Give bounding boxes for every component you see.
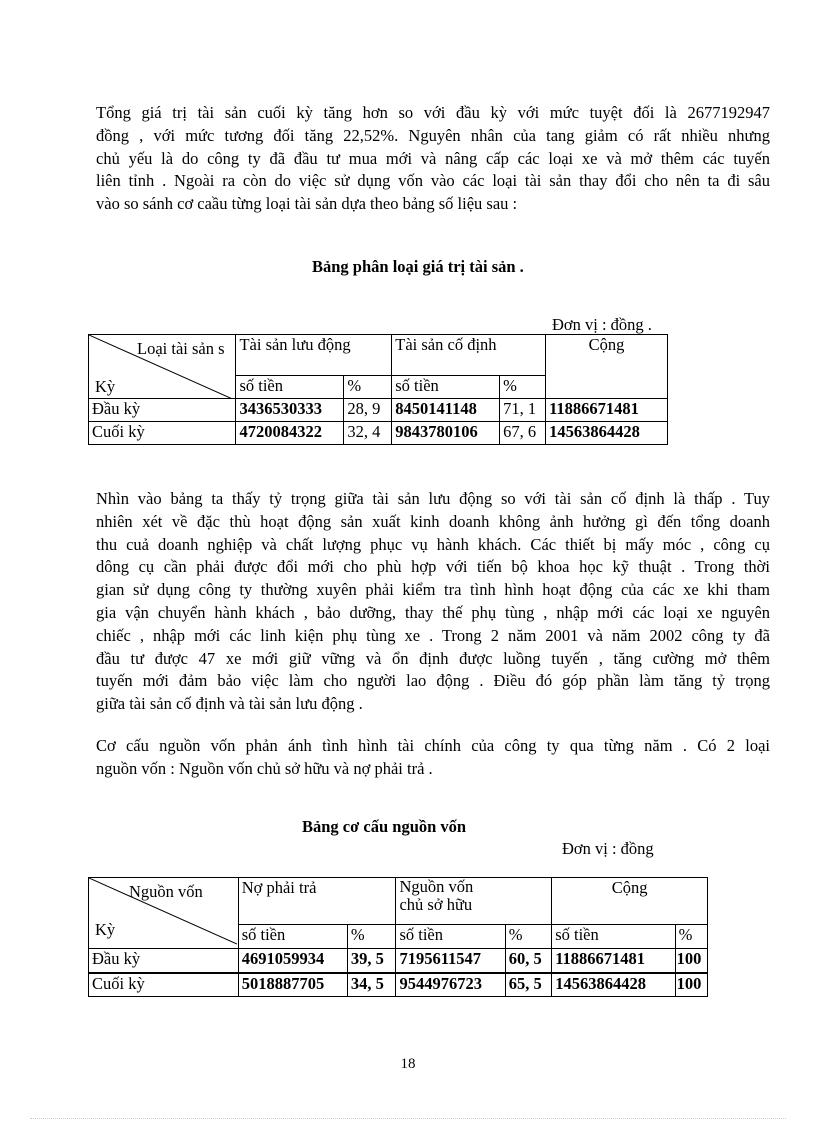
table-row — [89, 973, 708, 997]
text-line: giữa tài sản cố định và tài sản lưu động . — [96, 694, 363, 714]
table-row — [89, 949, 708, 973]
subheader-percent: % — [347, 924, 396, 948]
subheader-amount: số tiền — [238, 924, 347, 948]
subheader-amount: số tiền — [396, 924, 505, 948]
table1-corner-cell — [89, 335, 236, 399]
header-fixed-assets: Tài sản cố định — [392, 335, 546, 376]
text-line: gia vận chuyển hành khách , bảo dưỡng, thay thế phụ tùng , nhập mới các loại xe nguyên — [96, 602, 770, 622]
text-line: vào so sánh cơ caầu từng loại tài sản dựa theo bảng số liệu sau : — [96, 194, 518, 214]
text-line: nhiên xét về đặc thù hoạt động sản xuất kinh doanh không ảnh hưởng gì đến tổng doanh — [96, 511, 770, 531]
cell-total: 14563864428 — [546, 422, 668, 445]
page-bottom-rule — [30, 1118, 786, 1119]
cell-percent: 32, 4 — [344, 422, 392, 445]
table2-unit: Đơn vị : đồng — [562, 839, 654, 858]
table-row — [89, 422, 668, 445]
table-row — [89, 399, 668, 422]
header-equity — [396, 878, 552, 925]
cell-total-percent: 100 — [675, 949, 707, 973]
page-number: 18 — [400, 1056, 416, 1072]
paragraph-analysis — [96, 488, 770, 716]
table2-corner-bottom: Kỳ — [95, 920, 116, 939]
row-label: Cuối kỳ — [89, 973, 239, 997]
table2-title: Bảng cơ cấu nguồn vốn — [302, 817, 467, 836]
header-equity-line2: chủ sở hữu — [399, 895, 473, 914]
cell-amount: 4720084322 — [236, 422, 344, 445]
text-line: gian sử dụng công ty thường xuyên phải kiểm tra tình hình hoạt động của các xe khi tham — [96, 580, 770, 600]
text-line: thu cuả doanh nghiệp và chất lượng phục vụ hành khách. Các thiết bị mấy móc , công cụ — [96, 534, 770, 554]
subheader-percent: % — [505, 924, 552, 948]
cell-percent: 28, 9 — [344, 399, 392, 422]
subheader-percent: % — [675, 924, 707, 948]
text-line: đầu tư được 47 xe mới giữ vững và ổn định được luồng tuyến , tăng cường mở thêm — [96, 648, 770, 668]
text-line: Cơ cấu nguồn vốn phản ánh tình hình tài chính của công ty qua từng năm . Có 2 loại — [96, 736, 770, 755]
cell-amount: 4691059934 — [238, 949, 347, 973]
cell-amount: 5018887705 — [238, 973, 347, 997]
row-label: Đầu kỳ — [89, 949, 239, 973]
cell-amount: 9544976723 — [396, 973, 505, 997]
subheader-percent: % — [344, 375, 392, 398]
cell-total-percent: 100 — [675, 973, 707, 997]
text-line: Tổng giá trị tài sản cuối kỳ tăng hơn so với đầu kỳ với mức tuyệt đối là 2677192947 — [96, 103, 770, 122]
text-line: dông cụ cần phải được đổi mới cho phù hợp với tiến bộ khoa học kỹ thuật . Trong thời — [96, 557, 770, 577]
cell-percent: 67, 6 — [500, 422, 546, 445]
cell-percent: 71, 1 — [500, 399, 546, 422]
cell-percent: 65, 5 — [505, 973, 552, 997]
subheader-amount: số tiền — [392, 375, 500, 398]
cell-amount: 9843780106 — [392, 422, 500, 445]
row-label: Đầu kỳ — [89, 399, 236, 422]
text-line: đồng , với mức tương đối tăng 22,52%. Nguyên nhân của tang giảm có rất nhiều nhưng — [96, 125, 770, 145]
cell-percent: 60, 5 — [505, 949, 552, 973]
table1-unit: Đơn vị : đồng . — [552, 315, 652, 334]
header-liabilities: Nợ phải trả — [238, 878, 396, 925]
text-line: chủ yếu là do công ty đã đầu tư mua mới và nâng cấp các loại xe và mở thêm các tuyến — [96, 148, 770, 168]
text-line: Nhìn vào bảng ta thấy tỷ trọng giữa tài sản lưu động so với tài sản cố định là thấp . Tuy — [96, 489, 770, 508]
text-line: liên tỉnh . Ngoài ra còn do việc sử dụng vốn vào các loại tài sản thay đổi cho nên ta đi sâu — [96, 171, 770, 191]
paragraph-capital — [96, 735, 770, 781]
capital-structure-table — [88, 877, 708, 997]
subheader-amount: số tiền — [552, 924, 675, 948]
cell-total: 11886671481 — [546, 399, 668, 422]
cell-amount: 8450141148 — [392, 399, 500, 422]
text-line: tuyến mới đảm bảo việc làm cho người lao động . Điều đó góp phần làm tăng tỷ trọng — [96, 671, 770, 691]
asset-classification-table — [88, 334, 668, 445]
table1-corner-bottom: Kỳ — [95, 377, 116, 396]
row-label: Cuối kỳ — [89, 422, 236, 445]
header-current-assets: Tài sản lưu động — [236, 335, 392, 376]
text-line: nguồn vốn : Nguồn vốn chủ sở hữu và nợ phải trả . — [96, 758, 433, 778]
cell-total: 11886671481 — [552, 949, 675, 973]
header-total: Cộng — [552, 878, 708, 925]
cell-amount: 7195611547 — [396, 949, 505, 973]
subheader-percent: % — [500, 375, 546, 398]
header-equity-line1: Nguồn vốn — [399, 877, 474, 896]
paragraph-intro — [96, 102, 770, 216]
cell-percent: 34, 5 — [347, 973, 396, 997]
text-line: chiếc , nhập mới các linh kiện phụ tùng xe . Trong 2 năm 2001 và năm 2002 công ty đã — [96, 625, 770, 645]
table2-corner-top: Nguồn vốn — [129, 882, 203, 901]
table1-corner-top: Loại tài sản s — [137, 339, 225, 358]
subheader-amount: số tiền — [236, 375, 344, 398]
table1-title: Bảng phân loại giá trị tài sản . — [312, 257, 524, 276]
cell-amount: 3436530333 — [236, 399, 344, 422]
cell-total: 14563864428 — [552, 973, 675, 997]
table2-corner-cell — [89, 878, 239, 949]
cell-percent: 39, 5 — [347, 949, 396, 973]
header-total: Cộng — [546, 335, 668, 399]
